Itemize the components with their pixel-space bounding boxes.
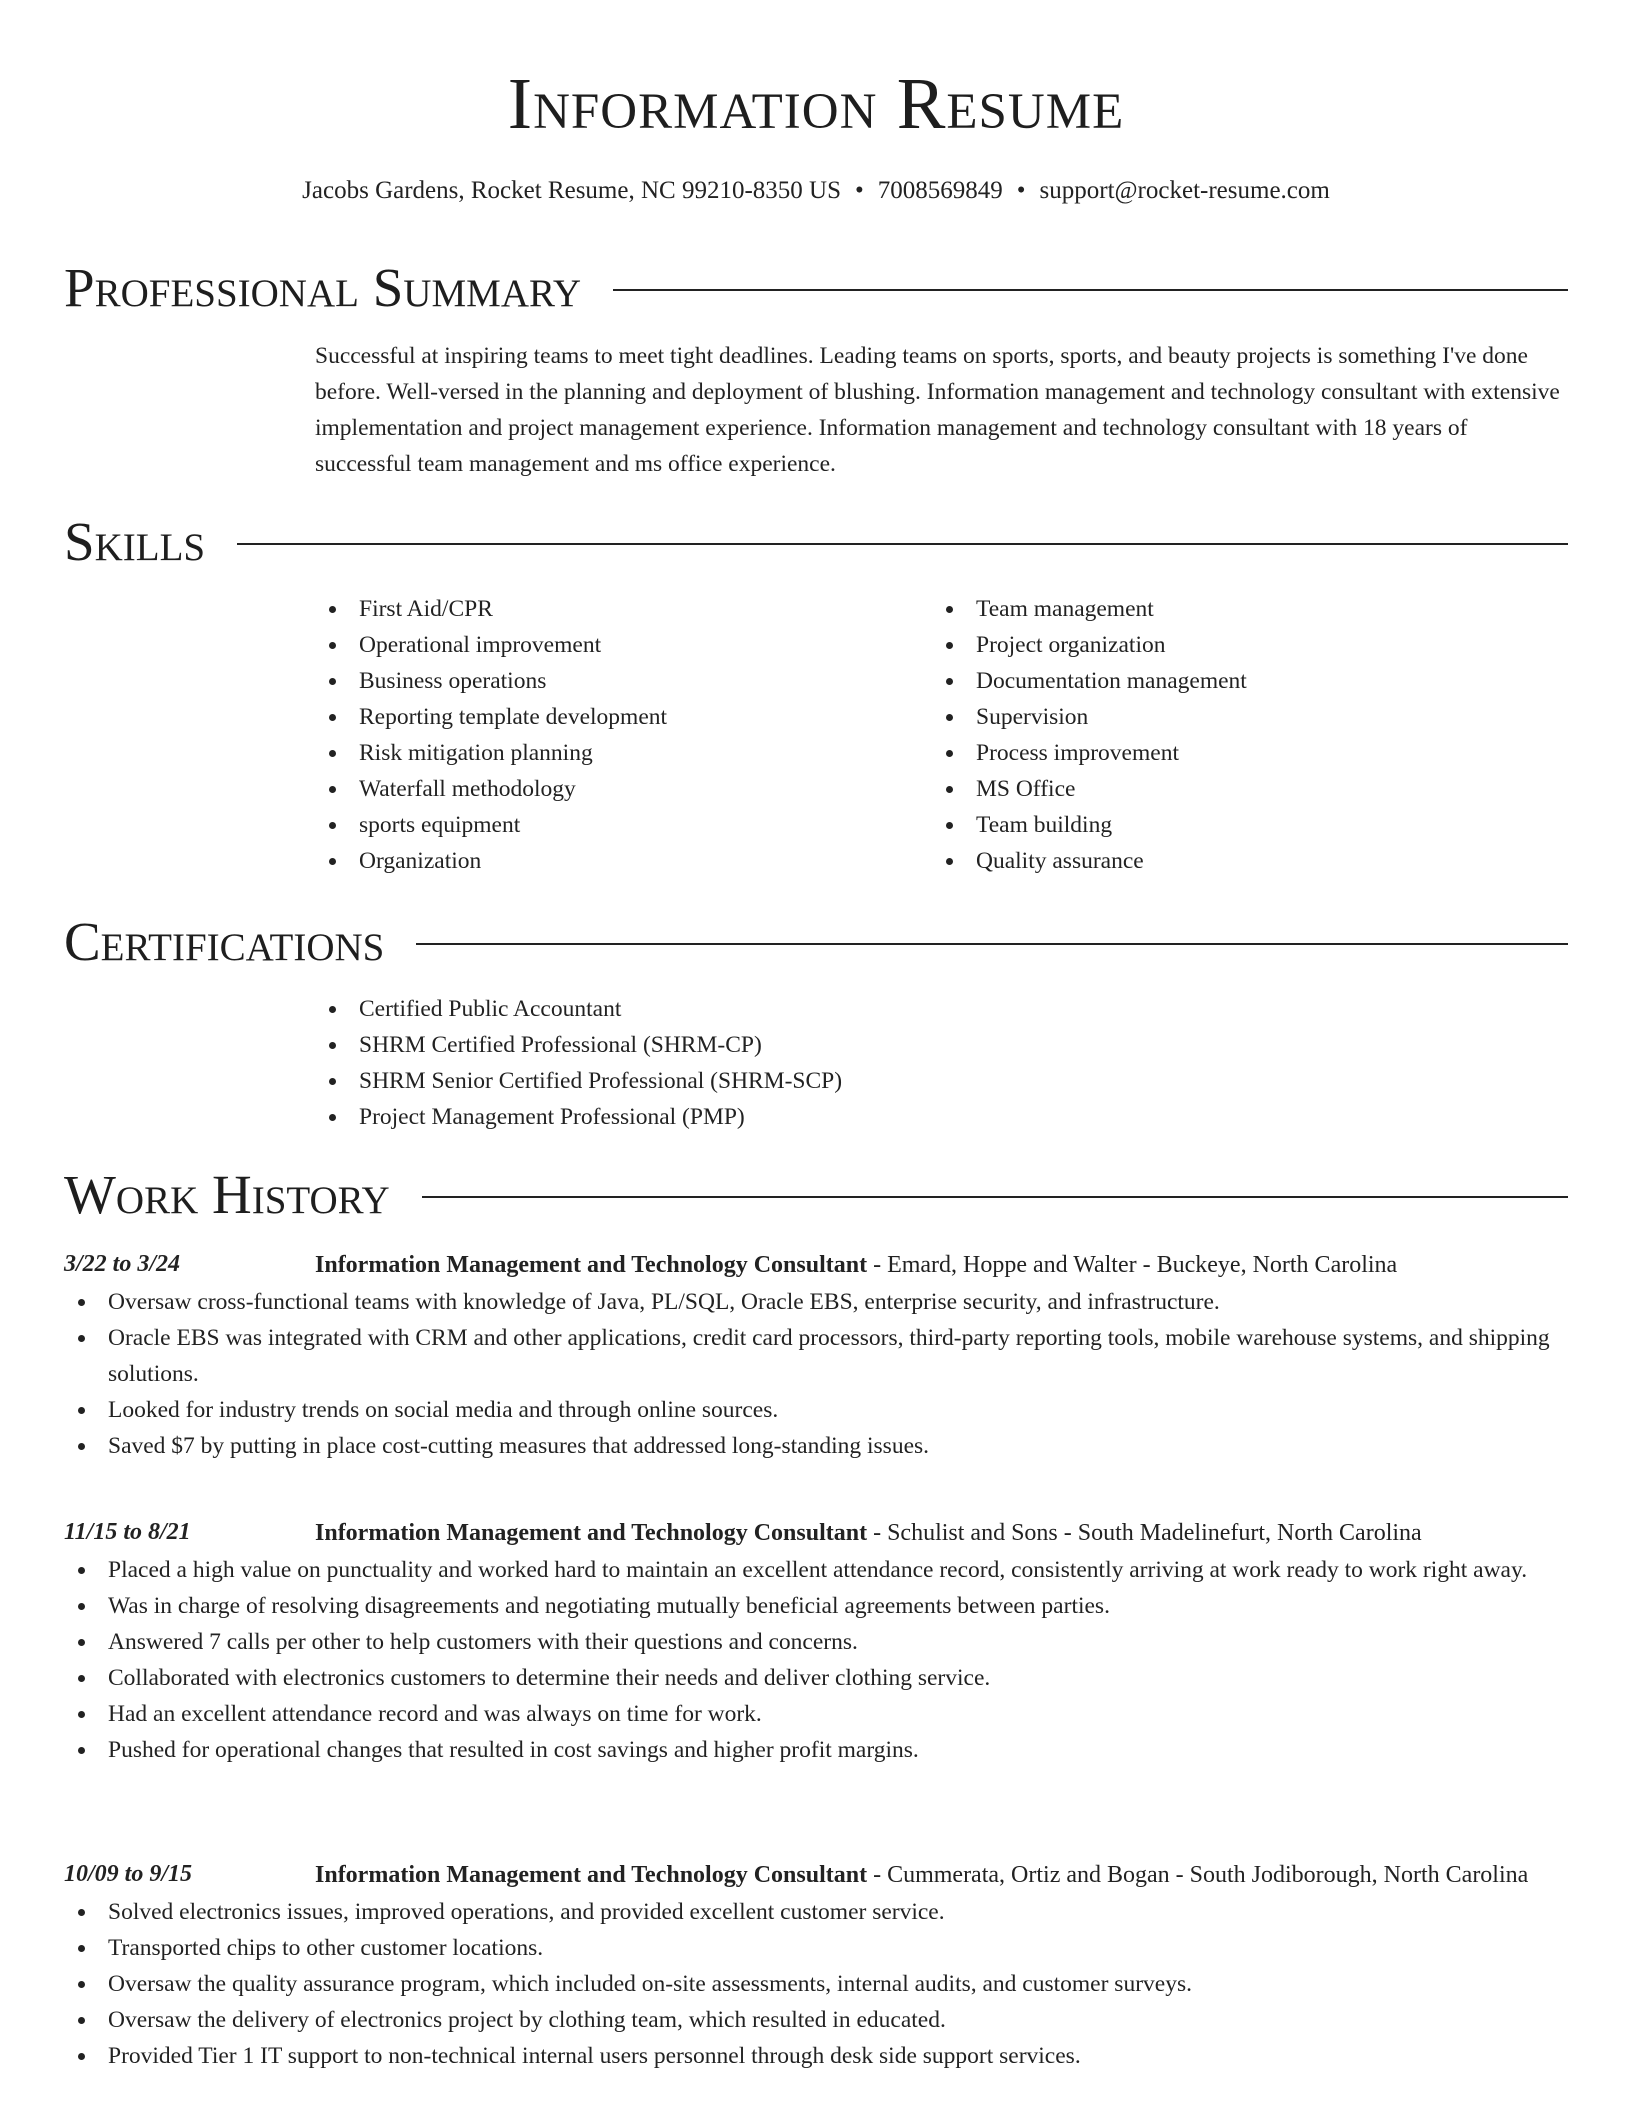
job-heading xyxy=(315,1856,1568,1894)
skill-item: Supervision xyxy=(932,699,1532,735)
skills-list-left xyxy=(315,591,915,879)
job-heading xyxy=(315,1514,1568,1552)
skills-section-heading xyxy=(64,509,1568,575)
section-divider xyxy=(613,289,1568,291)
certification-item: Certified Public Accountant xyxy=(315,991,1568,1027)
job-title: Information Management and Technology Consultant xyxy=(315,1862,868,1888)
job-bullet: Oversaw the quality assurance program, which included on-site assessments, internal audits, and customer surveys. xyxy=(64,1966,1568,2002)
skill-item: First Aid/CPR xyxy=(315,591,915,627)
job-bullet: Transported chips to other customer locations. xyxy=(64,1930,1568,1966)
certifications-list xyxy=(315,991,1568,1135)
job-bullet: Oversaw cross-functional teams with knowledge of Java, PL/SQL, Oracle EBS, enterprise security, and infrastructure. xyxy=(64,1284,1568,1320)
job-bullet: Was in charge of resolving disagreements and negotiating mutually beneficial agreements between parties. xyxy=(64,1588,1568,1624)
skill-item: Team management xyxy=(932,591,1532,627)
contact-phone: 7008569849 xyxy=(877,177,1003,204)
job-bullets xyxy=(64,1284,1568,1464)
job-dates: 3/22 to 3/24 xyxy=(64,1251,181,1277)
job-dates: 11/15 to 8/21 xyxy=(64,1519,191,1545)
job-employer: - Emard, Hoppe and Walter - Buckeye, North Carolina xyxy=(867,1252,1398,1278)
certification-item: SHRM Senior Certified Professional (SHRM-SCP) xyxy=(315,1063,1568,1099)
section-divider xyxy=(416,943,1568,945)
job-bullet: Collaborated with electronics customers to determine their needs and deliver clothing service. xyxy=(64,1660,1568,1696)
skill-item: Organization xyxy=(315,843,915,879)
skill-item: Project organization xyxy=(932,627,1532,663)
certification-item: Project Management Professional (PMP) xyxy=(315,1099,1568,1135)
job-bullet: Placed a high value on punctuality and worked hard to maintain an excellent attendance record, consistently arriving at work ready to work right away. xyxy=(64,1552,1568,1588)
job-bullet: Solved electronics issues, improved operations, and provided excellent customer service. xyxy=(64,1894,1568,1930)
contact-address: Jacobs Gardens, Rocket Resume, NC 99210-8350 US xyxy=(302,177,841,204)
certification-item: SHRM Certified Professional (SHRM-CP) xyxy=(315,1027,1568,1063)
skill-item: Reporting template development xyxy=(315,699,915,735)
job-bullet: Answered 7 calls per other to help customers with their questions and concerns. xyxy=(64,1624,1568,1660)
job-bullet: Pushed for operational changes that resulted in cost savings and higher profit margins. xyxy=(64,1732,1568,1768)
job-heading xyxy=(315,1246,1568,1284)
skill-item: MS Office xyxy=(932,771,1532,807)
job-bullet: Provided Tier 1 IT support to non-technical internal users personnel through desk side support services. xyxy=(64,2038,1568,2074)
skill-item: Documentation management xyxy=(932,663,1532,699)
contact-separator: • xyxy=(1016,177,1026,204)
job-bullet: Oversaw the delivery of electronics project by clothing team, which resulted in educated. xyxy=(64,2002,1568,2038)
job-bullet: Looked for industry trends on social media and through online sources. xyxy=(64,1392,1568,1428)
job-bullet: Saved $7 by putting in place cost-cutting measures that addressed long-standing issues. xyxy=(64,1428,1568,1464)
skill-item: Quality assurance xyxy=(932,843,1532,879)
job-bullet: Oracle EBS was integrated with CRM and other applications, credit card processors, third-party reporting tools, mobile warehouse systems, and shipping solutions. xyxy=(64,1320,1568,1392)
summary-section-heading xyxy=(64,255,1568,321)
skill-item: Operational improvement xyxy=(315,627,915,663)
job-bullet: Had an excellent attendance record and was always on time for work. xyxy=(64,1696,1568,1732)
work-history-title: Work History xyxy=(64,1164,390,1225)
job-title: Information Management and Technology Consultant xyxy=(315,1520,868,1546)
summary-text: Successful at inspiring teams to meet tight deadlines. Leading teams on sports, sports, and beauty projects is something I've done before. Well-versed in the planning and deployment of blushing. Information management and technology consultant with extensive implementation and project management experience. Information management and technology consultant with 18 years of successful team management and ms office experience. xyxy=(315,343,1560,477)
contact-separator: • xyxy=(855,177,864,204)
certifications-section-heading xyxy=(64,909,1568,975)
skill-item: sports equipment xyxy=(315,807,915,843)
job-employer: - Cummerata, Ortiz and Bogan - South Jodiborough, North Carolina xyxy=(867,1862,1529,1888)
skill-item: Team building xyxy=(932,807,1532,843)
contact-line xyxy=(0,174,1632,208)
skills-title: Skills xyxy=(64,511,206,572)
skills-list-right xyxy=(932,591,1532,879)
resume-name: Information Resume xyxy=(507,63,1125,144)
work-history-section-heading xyxy=(64,1162,1568,1228)
certifications-title: Certifications xyxy=(64,911,385,972)
contact-email: support@rocket-resume.com xyxy=(1039,177,1330,204)
summary-title: Professional Summary xyxy=(64,257,582,318)
job-employer: - Schulist and Sons - South Madelinefurt, North Carolina xyxy=(867,1520,1422,1546)
skill-item: Risk mitigation planning xyxy=(315,735,915,771)
skill-item: Business operations xyxy=(315,663,915,699)
section-divider xyxy=(422,1196,1568,1198)
skill-item: Waterfall methodology xyxy=(315,771,915,807)
job-bullets xyxy=(64,1552,1568,1768)
job-entry xyxy=(64,1514,1568,1768)
job-entry xyxy=(64,1856,1568,2074)
skill-item: Process improvement xyxy=(932,735,1532,771)
job-bullets xyxy=(64,1894,1568,2074)
job-dates: 10/09 to 9/15 xyxy=(64,1861,193,1887)
section-divider xyxy=(237,543,1568,545)
job-entry xyxy=(64,1246,1568,1464)
job-title: Information Management and Technology Consultant xyxy=(315,1252,868,1278)
